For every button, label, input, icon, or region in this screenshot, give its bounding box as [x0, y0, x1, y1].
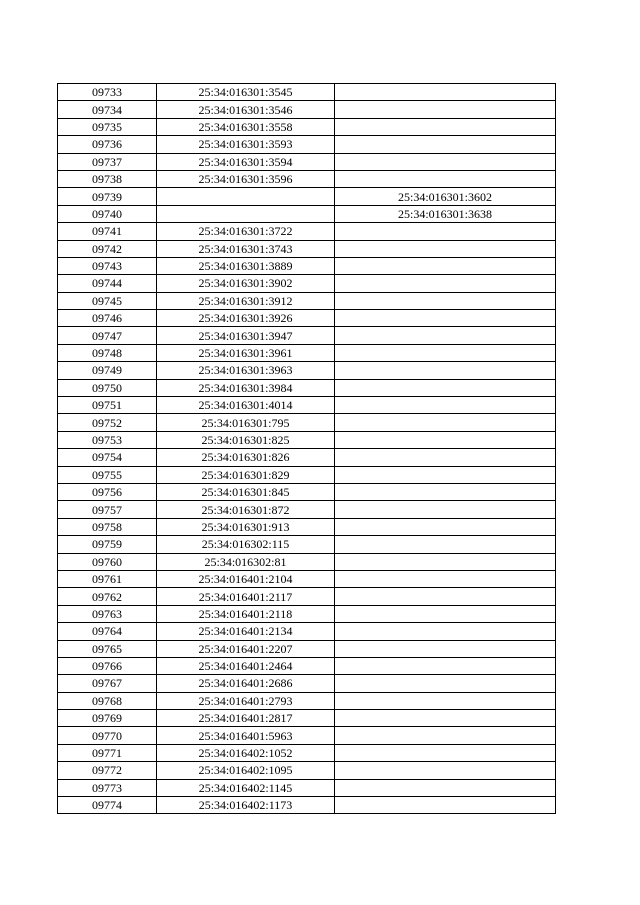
cadastral-number-cell: 25:34:016301:3889	[157, 257, 335, 274]
extra-cadastral-number-cell	[335, 118, 556, 135]
cadastral-number-cell: 25:34:016301:3722	[157, 223, 335, 240]
row-number-cell: 09758	[58, 518, 157, 535]
extra-cadastral-number-cell	[335, 414, 556, 431]
extra-cadastral-number-cell: 25:34:016301:3602	[335, 188, 556, 205]
extra-cadastral-number-cell	[335, 553, 556, 570]
extra-cadastral-number-cell	[335, 344, 556, 361]
extra-cadastral-number-cell	[335, 588, 556, 605]
cadastral-number-cell: 25:34:016301:3545	[157, 84, 335, 101]
row-number-cell: 09754	[58, 449, 157, 466]
extra-cadastral-number-cell	[335, 779, 556, 796]
cadastral-number-cell: 25:34:016401:2207	[157, 640, 335, 657]
table-row	[58, 327, 556, 344]
cadastral-number-cell: 25:34:016301:795	[157, 414, 335, 431]
row-number-cell: 09733	[58, 84, 157, 101]
cadastral-number-cell: 25:34:016301:3743	[157, 240, 335, 257]
extra-cadastral-number-cell	[335, 136, 556, 153]
cadastral-number-cell: 25:34:016301:3963	[157, 362, 335, 379]
row-number-cell: 09741	[58, 223, 157, 240]
table-row	[58, 710, 556, 727]
row-number-cell: 09765	[58, 640, 157, 657]
table-row	[58, 483, 556, 500]
table-row	[58, 536, 556, 553]
row-number-cell: 09740	[58, 205, 157, 222]
table-row	[58, 170, 556, 187]
table-row	[58, 344, 556, 361]
extra-cadastral-number-cell	[335, 84, 556, 101]
row-number-cell: 09767	[58, 675, 157, 692]
row-number-cell: 09757	[58, 501, 157, 518]
cadastral-number-cell: 25:34:016401:2793	[157, 692, 335, 709]
table-row	[58, 797, 556, 814]
table-row	[58, 744, 556, 761]
row-number-cell: 09752	[58, 414, 157, 431]
table-body	[58, 84, 556, 814]
extra-cadastral-number-cell	[335, 379, 556, 396]
row-number-cell: 09747	[58, 327, 157, 344]
table-row	[58, 762, 556, 779]
row-number-cell: 09739	[58, 188, 157, 205]
row-number-cell: 09768	[58, 692, 157, 709]
cadastral-number-cell: 25:34:016301:3984	[157, 379, 335, 396]
table-row	[58, 727, 556, 744]
row-number-cell: 09755	[58, 466, 157, 483]
cadastral-number-cell: 25:34:016301:3912	[157, 292, 335, 309]
extra-cadastral-number-cell	[335, 744, 556, 761]
extra-cadastral-number-cell	[335, 501, 556, 518]
table-row	[58, 362, 556, 379]
table-row	[58, 553, 556, 570]
extra-cadastral-number-cell	[335, 518, 556, 535]
extra-cadastral-number-cell	[335, 223, 556, 240]
cadastral-number-cell: 25:34:016301:829	[157, 466, 335, 483]
extra-cadastral-number-cell	[335, 292, 556, 309]
cadastral-number-cell: 25:34:016402:1095	[157, 762, 335, 779]
extra-cadastral-number-cell	[335, 153, 556, 170]
row-number-cell: 09770	[58, 727, 157, 744]
extra-cadastral-number-cell	[335, 640, 556, 657]
table-row	[58, 675, 556, 692]
cadastral-number-cell: 25:34:016302:115	[157, 536, 335, 553]
row-number-cell: 09772	[58, 762, 157, 779]
cadastral-number-cell: 25:34:016301:3961	[157, 344, 335, 361]
table-row	[58, 292, 556, 309]
table-row	[58, 240, 556, 257]
table-row	[58, 223, 556, 240]
table-row	[58, 570, 556, 587]
table-row	[58, 188, 556, 205]
row-number-cell: 09748	[58, 344, 157, 361]
extra-cadastral-number-cell	[335, 101, 556, 118]
row-number-cell: 09769	[58, 710, 157, 727]
table-row	[58, 397, 556, 414]
table-row	[58, 275, 556, 292]
table-row	[58, 84, 556, 101]
cadastral-number-cell: 25:34:016401:2817	[157, 710, 335, 727]
cadastral-number-cell: 25:34:016301:872	[157, 501, 335, 518]
table-row	[58, 605, 556, 622]
extra-cadastral-number-cell	[335, 657, 556, 674]
extra-cadastral-number-cell	[335, 431, 556, 448]
table-row	[58, 449, 556, 466]
extra-cadastral-number-cell	[335, 275, 556, 292]
table-row	[58, 657, 556, 674]
cadastral-number-cell: 25:34:016401:2104	[157, 570, 335, 587]
cadastral-number-cell: 25:34:016401:5963	[157, 727, 335, 744]
table-row	[58, 640, 556, 657]
cadastral-number-cell	[157, 188, 335, 205]
row-number-cell: 09745	[58, 292, 157, 309]
extra-cadastral-number-cell	[335, 327, 556, 344]
extra-cadastral-number-cell	[335, 536, 556, 553]
row-number-cell: 09766	[58, 657, 157, 674]
cadastral-number-cell: 25:34:016301:4014	[157, 397, 335, 414]
table-row	[58, 379, 556, 396]
extra-cadastral-number-cell	[335, 257, 556, 274]
cadastral-number-cell: 25:34:016301:3558	[157, 118, 335, 135]
table-row	[58, 136, 556, 153]
cadastral-number-cell: 25:34:016301:3926	[157, 310, 335, 327]
table-row	[58, 692, 556, 709]
row-number-cell: 09738	[58, 170, 157, 187]
row-number-cell: 09771	[58, 744, 157, 761]
cadastral-number-cell: 25:34:016301:845	[157, 483, 335, 500]
cadastral-number-cell: 25:34:016301:913	[157, 518, 335, 535]
row-number-cell: 09764	[58, 623, 157, 640]
row-number-cell: 09760	[58, 553, 157, 570]
table-row	[58, 118, 556, 135]
table-row	[58, 310, 556, 327]
row-number-cell: 09774	[58, 797, 157, 814]
row-number-cell: 09734	[58, 101, 157, 118]
table-row	[58, 257, 556, 274]
cadastral-number-cell: 25:34:016301:3546	[157, 101, 335, 118]
row-number-cell: 09736	[58, 136, 157, 153]
cadastral-number-cell: 25:34:016301:825	[157, 431, 335, 448]
row-number-cell: 09749	[58, 362, 157, 379]
row-number-cell: 09756	[58, 483, 157, 500]
table-row	[58, 623, 556, 640]
row-number-cell: 09735	[58, 118, 157, 135]
extra-cadastral-number-cell	[335, 449, 556, 466]
cadastral-number-cell: 25:34:016302:81	[157, 553, 335, 570]
cadastral-number-cell: 25:34:016401:2118	[157, 605, 335, 622]
extra-cadastral-number-cell	[335, 623, 556, 640]
row-number-cell: 09773	[58, 779, 157, 796]
row-number-cell: 09743	[58, 257, 157, 274]
table-row	[58, 153, 556, 170]
cadastral-number-cell: 25:34:016301:3902	[157, 275, 335, 292]
row-number-cell: 09763	[58, 605, 157, 622]
table-row	[58, 518, 556, 535]
row-number-cell: 09737	[58, 153, 157, 170]
extra-cadastral-number-cell	[335, 605, 556, 622]
cadastral-number-cell: 25:34:016301:3947	[157, 327, 335, 344]
extra-cadastral-number-cell	[335, 362, 556, 379]
extra-cadastral-number-cell: 25:34:016301:3638	[335, 205, 556, 222]
cadastral-number-cell: 25:34:016402:1145	[157, 779, 335, 796]
extra-cadastral-number-cell	[335, 483, 556, 500]
cadastral-number-cell: 25:34:016301:826	[157, 449, 335, 466]
cadastral-number-cell: 25:34:016401:2117	[157, 588, 335, 605]
cadastral-number-cell: 25:34:016301:3594	[157, 153, 335, 170]
row-number-cell: 09753	[58, 431, 157, 448]
extra-cadastral-number-cell	[335, 762, 556, 779]
row-number-cell: 09746	[58, 310, 157, 327]
cadastral-number-cell: 25:34:016402:1052	[157, 744, 335, 761]
cadastral-number-cell: 25:34:016401:2686	[157, 675, 335, 692]
cadastral-number-cell: 25:34:016402:1173	[157, 797, 335, 814]
row-number-cell: 09759	[58, 536, 157, 553]
extra-cadastral-number-cell	[335, 710, 556, 727]
table-row	[58, 101, 556, 118]
row-number-cell: 09762	[58, 588, 157, 605]
row-number-cell: 09742	[58, 240, 157, 257]
table-row	[58, 431, 556, 448]
cadastral-number-cell: 25:34:016301:3593	[157, 136, 335, 153]
table-row	[58, 205, 556, 222]
extra-cadastral-number-cell	[335, 170, 556, 187]
row-number-cell: 09750	[58, 379, 157, 396]
extra-cadastral-number-cell	[335, 466, 556, 483]
table-row	[58, 466, 556, 483]
table-row	[58, 414, 556, 431]
cadastral-number-cell: 25:34:016301:3596	[157, 170, 335, 187]
extra-cadastral-number-cell	[335, 727, 556, 744]
cadastral-number-cell: 25:34:016401:2134	[157, 623, 335, 640]
table-row	[58, 588, 556, 605]
extra-cadastral-number-cell	[335, 675, 556, 692]
row-number-cell: 09761	[58, 570, 157, 587]
table-row	[58, 779, 556, 796]
extra-cadastral-number-cell	[335, 797, 556, 814]
row-number-cell: 09751	[58, 397, 157, 414]
extra-cadastral-number-cell	[335, 240, 556, 257]
cadastral-number-cell	[157, 205, 335, 222]
table-row	[58, 501, 556, 518]
extra-cadastral-number-cell	[335, 397, 556, 414]
extra-cadastral-number-cell	[335, 310, 556, 327]
extra-cadastral-number-cell	[335, 692, 556, 709]
row-number-cell: 09744	[58, 275, 157, 292]
cadastral-table	[57, 83, 556, 814]
extra-cadastral-number-cell	[335, 570, 556, 587]
cadastral-number-cell: 25:34:016401:2464	[157, 657, 335, 674]
